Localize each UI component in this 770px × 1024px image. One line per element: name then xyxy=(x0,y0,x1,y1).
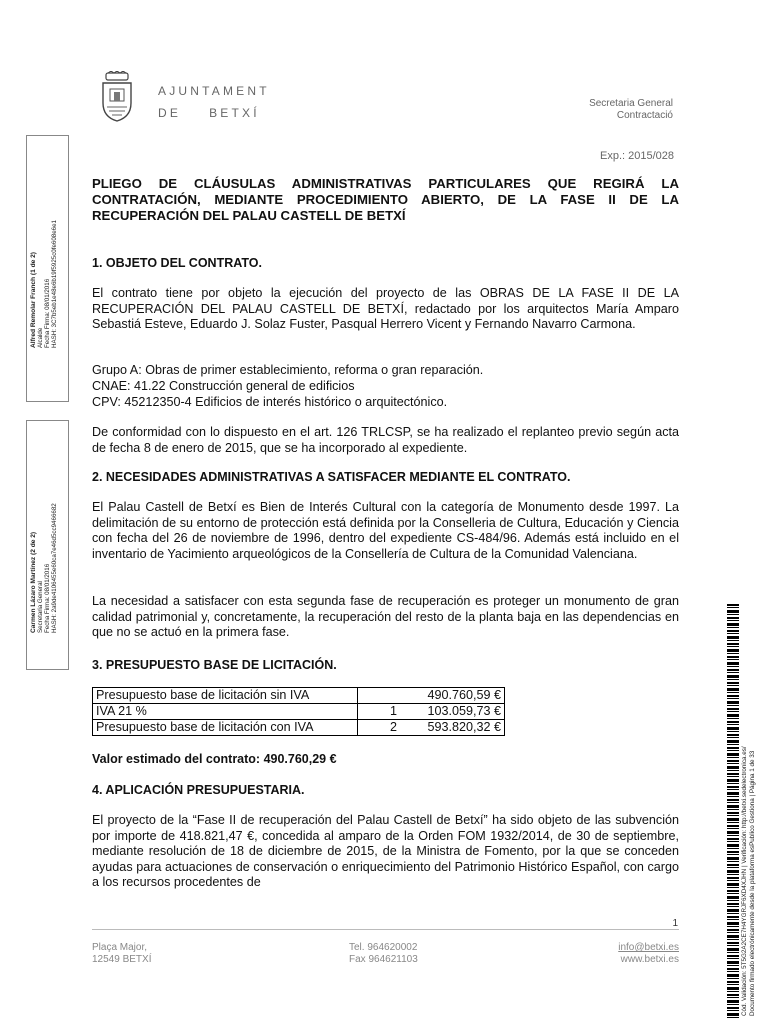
budget-amount: 103.059,73 € xyxy=(400,704,505,720)
table-row xyxy=(93,704,505,720)
expedient-number: Exp.: 2015/028 xyxy=(599,150,674,162)
budget-ref: 2 xyxy=(358,720,401,736)
footer-web-link[interactable]: www.betxi.es xyxy=(620,954,679,965)
footer-fax: Fax 964621103 xyxy=(349,954,418,965)
signature-1-date: Fecha Firma: 08/01/2016 xyxy=(44,278,51,348)
subdepartment-name: Contractació xyxy=(616,110,673,121)
department-name: Secretaria General xyxy=(589,98,673,109)
org-name: AJUNTAMENT xyxy=(158,84,270,98)
document-title: PLIEGO DE CLÁUSULAS ADMINISTRATIVAS PARTICULARES QUE REGIRÁ LA CONTRATACIÓN, MEDIANTE PROCEDIMIENTO ABIERTO, DE LA FASE II DE LA RECUPERACIÓN DEL PALAU CASTELL DE BETXÍ xyxy=(92,176,679,223)
budget-ref: 1 xyxy=(358,704,401,720)
table-row xyxy=(93,720,505,736)
municipal-crest-logo xyxy=(98,71,136,123)
section-4-heading: 4. APLICACIÓN PRESUPUESTARIA. xyxy=(92,783,305,797)
budget-ref xyxy=(358,688,401,704)
section-3-heading: 3. PRESUPUESTO BASE DE LICITACIÓN. xyxy=(92,658,337,672)
budget-label: Presupuesto base de licitación con IVA xyxy=(93,720,358,736)
signature-1-text xyxy=(30,220,58,348)
signature-2-role: Secretaria General xyxy=(37,581,44,633)
signature-1-hash: HASH: 3C7b5eb1e48e6b19f5925c0fe608e6e1 xyxy=(51,220,58,348)
section-1-cnae: CNAE: 41.22 Construcción general de edificios xyxy=(92,379,355,393)
table-row xyxy=(93,688,505,704)
footer-email-link[interactable]: info@betxi.es xyxy=(618,942,679,953)
signature-2-text xyxy=(30,503,58,633)
footer-tel: Tel. 964620002 xyxy=(349,942,418,953)
section-1-heading: 1. OBJETO DEL CONTRATO. xyxy=(92,256,262,270)
org-town: BETXÍ xyxy=(209,106,260,120)
validation-line-2: Documento firmado electrónicamente desde la plataforma esPublico Gestiona | Página 1 de 33 xyxy=(749,750,756,1016)
footer-address xyxy=(92,942,151,966)
org-de: DE xyxy=(158,106,182,120)
budget-label: IVA 21 % xyxy=(93,704,358,720)
signature-1-role: Alcalde xyxy=(37,327,44,348)
footer-contact xyxy=(618,942,679,966)
org-town-line xyxy=(158,106,260,120)
footer-phone xyxy=(349,942,418,966)
signature-1-name: Alfred Remolar Franch (1 de 2) xyxy=(30,252,37,348)
section-4-paragraph-1: El proyecto de la “Fase II de recuperación del Palau Castell de Betxí” ha sido objeto de las subvención por importe de 418.821,47 €, concedida al amparo de la Orden FOM 1932/2014, de 30 de septiembre, mediante resolución de 18 de diciembre de 2015, de la Ministra de Fomento, por la que se conceden ayudas para actuaciones de conservación o enriquecimiento del Patrimonio Histórico Español, con cargo a los recursos procedentes de xyxy=(92,813,679,889)
budget-table xyxy=(92,687,505,736)
signature-box-1 xyxy=(26,135,69,402)
section-2-paragraph-2: La necesidad a satisfacer con esta segunda fase de recuperación es proteger un monumento de gran calidad patrimonial y, concretamente, la recuperación del resto de la planta baja en las dependencias en que no se actuó en la primera fase. xyxy=(92,594,679,639)
department-block xyxy=(589,98,673,122)
section-2-heading: 2. NECESIDADES ADMINISTRATIVAS A SATISFACER MEDIANTE EL CONTRATO. xyxy=(92,470,571,484)
validation-text xyxy=(741,746,757,1016)
section-1-cpv: CPV: 45212350-4 Edificios de interés histórico o arquitectónico. xyxy=(92,395,448,409)
footer-divider xyxy=(92,929,679,930)
signature-2-name: Carmen Lázaro Martínez (2 de 2) xyxy=(30,531,37,633)
footer-address-line2: 12549 BETXÍ xyxy=(92,954,152,965)
estimated-value: Valor estimado del contrato: 490.760,29 € xyxy=(92,752,337,766)
signature-2-date: Fecha Firma: 08/01/2016 xyxy=(44,563,51,633)
section-2-paragraph-1: El Palau Castell de Betxí es Bien de Interés Cultural con la categoría de Monumento desde 1997. La delimitación de su entorno de protección está definida por la Conselleria de Cultura, Educación y Ciencia con fecha del 26 de noviembre de 1996, dentro del expediente CS-484/96. Además está incluido en el inventario de Yacimiento arqueológicos de la Consellería de Cultura de la Comunidad Valenciana. xyxy=(92,500,679,561)
budget-label: Presupuesto base de licitación sin IVA xyxy=(93,688,358,704)
footer-address-line1: Plaça Major, xyxy=(92,942,148,953)
signature-box-2 xyxy=(26,420,69,670)
budget-amount: 490.760,59 € xyxy=(400,688,505,704)
section-1-paragraph-1: El contrato tiene por objeto la ejecución del proyecto de las OBRAS DE LA FASE II DE LA RECUPERACIÓN DEL PALAU CASTELL DE BETXÍ, redactado por los arquitectos María Amparo Sebastiá Esteve, Eduardo J. Solaz Fuster, Pasqual Herrero Vicent y Fernando Navarro Carmona. xyxy=(92,286,679,331)
signature-2-hash: HASH: 2a9de4106455e60ca7e46d5cc9466682 xyxy=(51,503,58,633)
section-1-grupo: Grupo A: Obras de primer establecimiento, reforma o gran reparación. xyxy=(92,363,484,377)
validation-line-1: Cód. Validación: 5T5G2A2CE7H4YGRJF6XD4XJHN | Verificación: http://betxi.sedelectronica.es/ xyxy=(741,746,748,1016)
page-number: 1 xyxy=(672,918,678,929)
section-1-paragraph-2: De conformidad con lo dispuesto en el art. 126 TRLCSP, se ha realizado el replanteo previo según acta de fecha 8 de enero de 2015, que se ha incorporado al expediente. xyxy=(92,425,679,455)
budget-amount: 593.820,32 € xyxy=(400,720,505,736)
validation-barcode xyxy=(727,604,739,1018)
